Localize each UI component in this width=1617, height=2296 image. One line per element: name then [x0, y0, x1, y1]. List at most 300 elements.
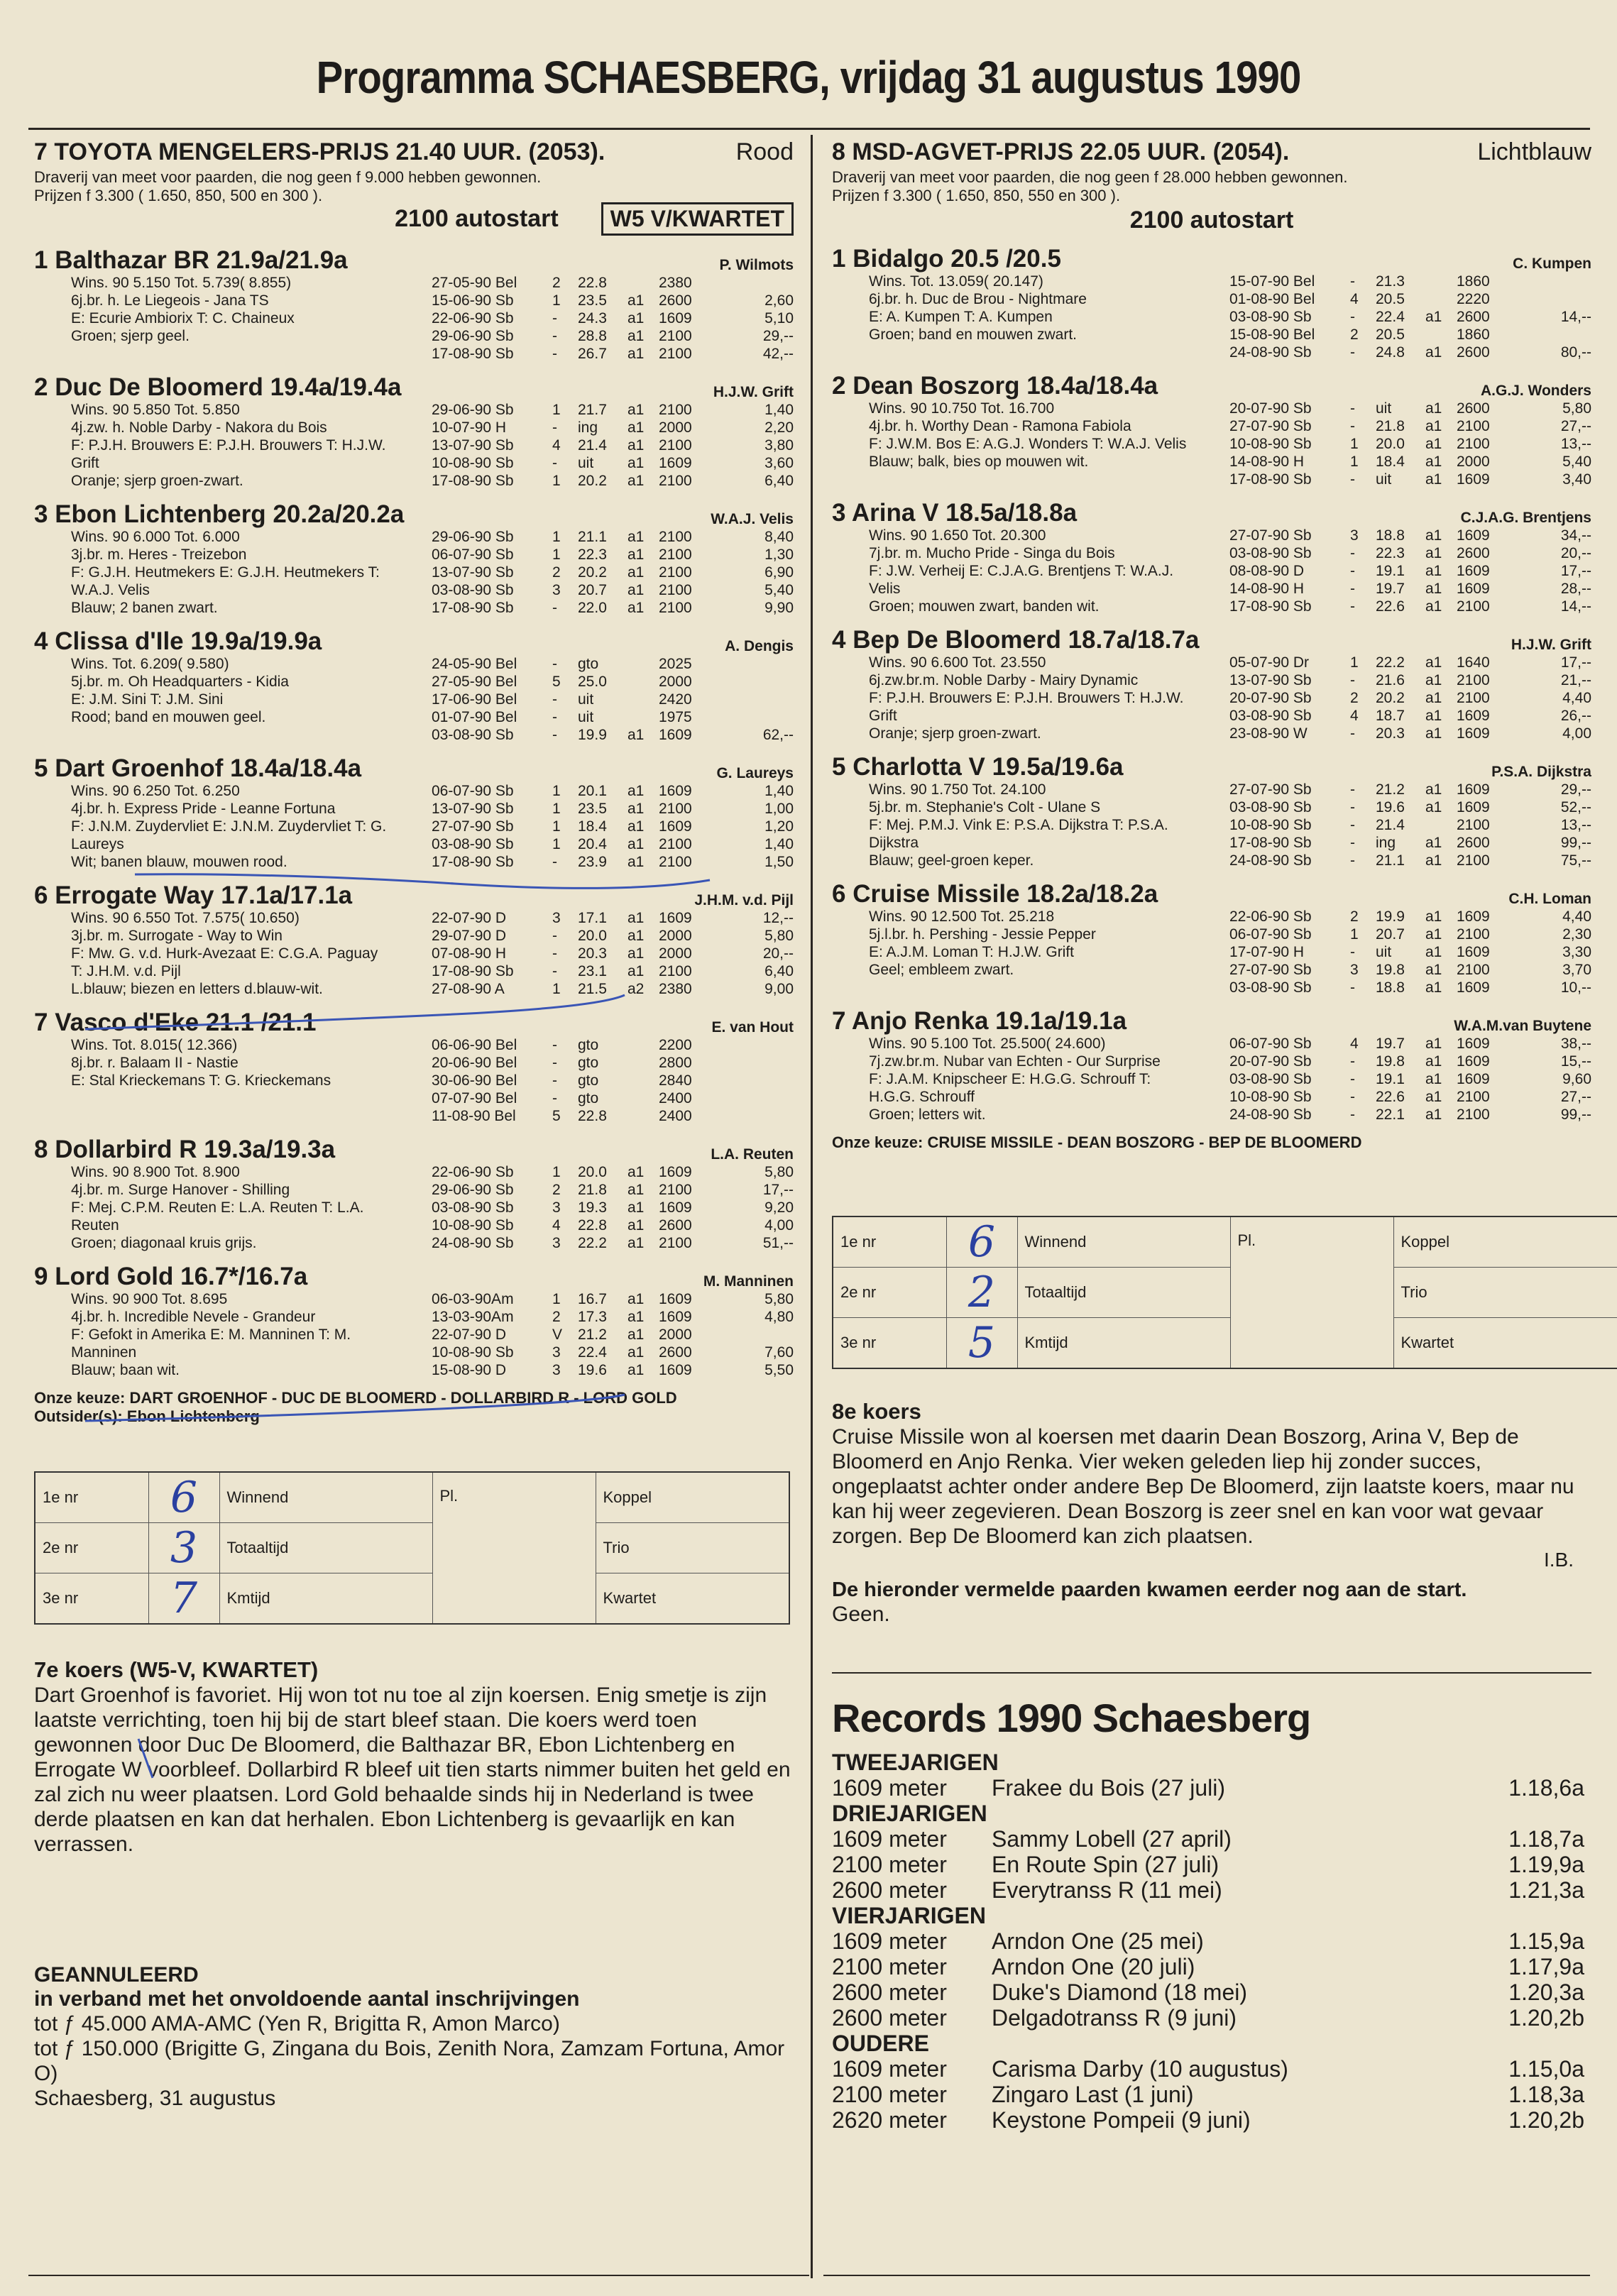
- result-cell: 17,--: [1560, 563, 1591, 579]
- place-label: 2e nr: [35, 1523, 148, 1573]
- result-cell: 1: [552, 836, 561, 852]
- cancelled-section: [34, 1963, 794, 2111]
- result-cell: 2600: [659, 292, 692, 309]
- horse-header: [832, 246, 1591, 273]
- result-cell: V: [552, 1326, 563, 1343]
- result-cell: a1: [627, 564, 645, 581]
- result-cell: 22-06-90 Sb: [1229, 908, 1312, 925]
- result-row: [1229, 308, 1591, 326]
- race8-horse-entry: [832, 1008, 1591, 1124]
- result-cell: -: [1350, 563, 1355, 579]
- result-cell: 1609: [659, 1199, 692, 1216]
- bet-combo: Kwartet: [1393, 1318, 1617, 1369]
- result-cell: a1: [627, 1291, 645, 1307]
- result-row: [432, 292, 794, 309]
- result-cell: 23.5: [578, 292, 607, 309]
- result-cell: 2100: [659, 801, 692, 817]
- horse-info-line: Wins. 90 5.150 Tot. 5.739( 8.855): [71, 275, 292, 291]
- horse-info-line: F: Gefokt in Amerika E: M. Manninen T: M.: [71, 1326, 351, 1343]
- horse-info-line: 4j.br. h. Worthy Dean - Ramona Fabiola: [869, 418, 1131, 434]
- result-row: [432, 274, 794, 292]
- record-cell: 1.17,9a: [1508, 1954, 1584, 1979]
- result-cell: 2420: [659, 691, 692, 708]
- horse-info-line: E: J.M. Sini T: J.M. Sini: [71, 691, 224, 708]
- result-cell: 29-06-90 Sb: [432, 1182, 514, 1198]
- race8-start-label: 2100 autostart: [1129, 207, 1294, 234]
- race8-start: [832, 207, 1591, 234]
- horse-results: [432, 655, 794, 744]
- result-cell: gto: [578, 1090, 599, 1106]
- place-label: 3e nr: [833, 1318, 946, 1369]
- race7-horse-list: [34, 247, 794, 1379]
- result-cell: 21.8: [578, 1182, 607, 1198]
- horse-header: [832, 373, 1591, 400]
- horse-info-line: Wins. 90 1.750 Tot. 24.100: [869, 781, 1046, 798]
- race8-horse-entry: [832, 627, 1591, 742]
- result-cell: 4: [552, 1217, 561, 1234]
- result-cell: 1860: [1457, 326, 1490, 343]
- result-cell: a1: [1425, 545, 1442, 561]
- result-cell: [718, 655, 794, 673]
- result-cell: 6,40: [764, 473, 794, 489]
- result-cell: 9,20: [764, 1199, 794, 1216]
- horse-header: [832, 627, 1591, 654]
- bet-type: Winnend: [1017, 1216, 1230, 1268]
- bottom-rule-left: [28, 2275, 809, 2276]
- result-cell: 22.2: [1376, 654, 1405, 671]
- result-row: [432, 800, 794, 818]
- result-cell: 1,00: [764, 801, 794, 817]
- result-cell: 1: [552, 473, 561, 489]
- record-cell: En Route Spin (27 juli): [992, 1852, 1219, 1877]
- result-cell: 19.9: [1376, 908, 1405, 925]
- result-row: [1229, 908, 1591, 925]
- bet-combo: Trio: [596, 1523, 789, 1573]
- result-cell: 4: [1350, 1036, 1359, 1052]
- result-cell: a1: [627, 910, 645, 926]
- bet-type: Kmtijd: [219, 1573, 432, 1625]
- result-cell: [1425, 326, 1457, 344]
- result-cell: 62,--: [762, 727, 794, 743]
- result-cell: 2,20: [764, 419, 794, 436]
- horse-info: [832, 781, 1229, 869]
- result-row: [1229, 527, 1591, 544]
- result-cell: 14,--: [1560, 309, 1591, 325]
- bet-combo: Trio: [1393, 1268, 1617, 1318]
- result-cell: 20.0: [1376, 436, 1405, 452]
- result-row: [432, 980, 794, 998]
- result-cell: a1: [1425, 1106, 1442, 1123]
- race7-horse-entry: [34, 755, 794, 871]
- result-cell: 03-08-90 Sb: [432, 727, 514, 743]
- result-row: [432, 1361, 794, 1379]
- result-cell: -: [1350, 581, 1355, 597]
- horse-info-line: F: P.J.H. Brouwers E: P.J.H. Brouwers T: H.J.W.: [869, 690, 1184, 706]
- result-row: [432, 1107, 794, 1125]
- horse-info-line: Groen; band en mouwen zwart.: [869, 326, 1077, 343]
- result-cell: 9,90: [764, 600, 794, 616]
- horse-header: [34, 882, 794, 909]
- horse-results: [1229, 527, 1591, 615]
- record-cell: 1.20,2b: [1508, 2005, 1584, 2031]
- result-cell: 10-08-90 Sb: [1229, 817, 1312, 833]
- result-row: [432, 782, 794, 800]
- result-cell: 22.4: [1376, 309, 1405, 325]
- result-row: [1229, 961, 1591, 979]
- result-cell: 3: [552, 1199, 561, 1216]
- result-cell: 17-08-90 Sb: [1229, 598, 1312, 615]
- race7-column: [34, 138, 794, 2111]
- result-cell: a1: [1425, 400, 1442, 417]
- result-cell: gto: [578, 656, 599, 672]
- result-cell: uit: [578, 455, 594, 471]
- horse-body: [832, 400, 1591, 488]
- horse-info-line: F: Mej. C.P.M. Reuten E: L.A. Reuten T: L.A.: [71, 1199, 364, 1216]
- result-cell: 17-08-90 Sb: [432, 600, 514, 616]
- horse-info-line: 4j.br. h. Express Pride - Leanne Fortuna: [71, 801, 336, 817]
- horse-info-line: Manninen: [71, 1344, 137, 1361]
- result-cell: 42,--: [762, 346, 794, 362]
- result-cell: a1: [1425, 654, 1442, 671]
- horse-body: [34, 655, 794, 744]
- result-cell: 03-08-90 Sb: [1229, 979, 1312, 996]
- result-cell: 4,40: [1562, 908, 1591, 925]
- result-cell: uit: [1376, 471, 1392, 488]
- result-cell: 13-07-90 Sb: [432, 564, 514, 581]
- race7-start-label: 2100 autostart: [395, 205, 559, 232]
- result-cell: ing: [578, 419, 598, 436]
- result-cell: a1: [1425, 418, 1442, 434]
- result-cell: 1: [552, 1164, 561, 1180]
- result-cell: -: [1350, 979, 1355, 996]
- horse-trainer: H.J.W. Grift: [713, 384, 794, 400]
- result-cell: 20-07-90 Sb: [1229, 690, 1312, 706]
- result-row: [432, 1054, 794, 1072]
- result-cell: 24-05-90 Bel: [432, 656, 517, 672]
- horse-info-line: Oranje; sjerp groen-zwart.: [869, 725, 1041, 742]
- result-cell: 2100: [659, 546, 692, 563]
- result-cell: -: [552, 346, 557, 362]
- race7-outsider-text: Outsider(s): Ebon Lichtenberg: [34, 1407, 260, 1425]
- result-cell: 20-06-90 Bel: [432, 1055, 517, 1071]
- result-cell: [627, 1107, 659, 1125]
- records-table: [832, 1750, 1584, 2133]
- result-cell: 2100: [1457, 852, 1490, 869]
- horse-info-line: Wit; banen blauw, mouwen rood.: [71, 854, 287, 870]
- result-cell: uit: [578, 691, 594, 708]
- result-cell: 2000: [659, 1326, 692, 1343]
- result-cell: 3: [552, 1344, 561, 1361]
- result-cell: 19.7: [1376, 1036, 1405, 1052]
- result-cell: 19.8: [1376, 962, 1405, 978]
- record-cell: 2100 meter: [832, 1954, 947, 1979]
- horse-body: [34, 909, 794, 998]
- result-cell: [718, 673, 794, 691]
- result-row: [1229, 1053, 1591, 1070]
- result-cell: 2100: [659, 836, 692, 852]
- horse-info-line: Groen; mouwen zwart, banden wit.: [869, 598, 1100, 615]
- result-cell: 6,40: [764, 963, 794, 979]
- race8-column: [832, 138, 1617, 2133]
- result-cell: 6,90: [764, 564, 794, 581]
- horse-header: [832, 881, 1591, 908]
- result-cell: [627, 673, 659, 691]
- record-cell: 1.18,3a: [1508, 2082, 1584, 2107]
- result-cell: 2: [552, 275, 561, 291]
- horse-info-line: F: J.A.M. Knipscheer E: H.G.G. Schrouff T:: [869, 1071, 1151, 1087]
- result-cell: 24-08-90 Sb: [1229, 852, 1312, 869]
- result-cell: 19.1: [1376, 563, 1405, 579]
- result-cell: 27-08-90 A: [432, 981, 505, 997]
- horse-info-line: Rood; band en mouwen geel.: [71, 709, 266, 725]
- record-cell: 2600 meter: [832, 1877, 947, 1903]
- horse-info-line: Blauw; geel-groen keper.: [869, 852, 1034, 869]
- result-cell: a1: [627, 437, 645, 454]
- result-cell: 3,70: [1562, 962, 1591, 978]
- result-cell: a1: [627, 1235, 645, 1251]
- horse-name: 1 Bidalgo 20.5 /20.5: [832, 245, 1061, 273]
- result-cell: 3,80: [764, 437, 794, 454]
- result-cell: 2100: [1457, 817, 1490, 833]
- result-row: [432, 708, 794, 726]
- result-cell: 19.8: [1376, 1053, 1405, 1070]
- horse-info-line: Wins. 90 900 Tot. 8.695: [71, 1291, 228, 1307]
- record-cell: 1609 meter: [832, 1775, 947, 1801]
- result-cell: 1,50: [764, 854, 794, 870]
- result-cell: a1: [627, 854, 645, 870]
- handwritten-number: 6: [946, 1216, 1017, 1268]
- result-cell: 2100: [1457, 1089, 1490, 1105]
- result-row: [432, 1163, 794, 1181]
- result-row: [432, 1181, 794, 1199]
- result-cell: 21.5: [578, 981, 607, 997]
- horse-info-line: Wins. 90 12.500 Tot. 25.218: [869, 908, 1055, 925]
- race8-cond-line: Draverij van meet voor paarden, die nog geen f 28.000 hebben gewonnen.: [832, 168, 1348, 186]
- prediction-row: [35, 1573, 789, 1625]
- result-cell: 2200: [659, 1037, 692, 1053]
- result-cell: 1609: [1457, 563, 1490, 579]
- result-cell: -: [1350, 944, 1355, 960]
- result-cell: a1: [627, 801, 645, 817]
- horse-results: [1229, 654, 1591, 742]
- result-cell: 20.5: [1376, 326, 1405, 343]
- handwritten-number: 2: [946, 1268, 1017, 1318]
- result-cell: a1: [1425, 690, 1442, 706]
- result-cell: 1,40: [764, 836, 794, 852]
- horse-header: [34, 501, 794, 528]
- race7-prediction-table: [34, 1471, 790, 1625]
- result-row: [1229, 453, 1591, 471]
- horse-trainer: W.A.J. Velis: [711, 511, 794, 527]
- horse-info: [832, 273, 1229, 361]
- result-cell: -: [1350, 1106, 1355, 1123]
- result-row: [432, 327, 794, 345]
- horse-body: [34, 1163, 794, 1252]
- horse-info-line: F: Mej. P.M.J. Vink E: P.S.A. Dijkstra T: P.S.A.: [869, 817, 1168, 833]
- record-cell: 2100 meter: [832, 2082, 947, 2107]
- horse-info: [34, 1290, 432, 1379]
- prediction-row: [833, 1268, 1617, 1318]
- record-row: [832, 2005, 1584, 2031]
- race7-horse-entry: [34, 1136, 794, 1252]
- result-cell: 1640: [1457, 654, 1490, 671]
- horse-body: [34, 1036, 794, 1125]
- result-cell: 08-08-90 D: [1229, 563, 1305, 579]
- result-cell: 1609: [1457, 799, 1490, 815]
- result-cell: 4,40: [1562, 690, 1591, 706]
- horse-results: [432, 1290, 794, 1379]
- horse-header: [34, 247, 794, 274]
- race7-start: [34, 202, 794, 236]
- result-cell: 2: [552, 564, 561, 581]
- result-cell: 27-05-90 Bel: [432, 674, 517, 690]
- horse-info-line: 5j.br. m. Stephanie's Colt - Ulane S: [869, 799, 1101, 815]
- horse-info-line: F: J.W. Verheij E: C.J.A.G. Brentjens T: W.A.J.: [869, 563, 1174, 579]
- result-cell: a1: [627, 328, 645, 344]
- horse-name: 7 Anjo Renka 19.1a/19.1a: [832, 1007, 1127, 1035]
- horse-info: [832, 527, 1229, 615]
- horse-name: 1 Balthazar BR 21.9a/21.9a: [34, 246, 348, 274]
- result-cell: a1: [1425, 1089, 1442, 1105]
- result-cell: a1: [1425, 708, 1442, 724]
- result-cell: 01-08-90 Bel: [1229, 291, 1315, 307]
- horse-info-line: Dijkstra: [869, 835, 919, 851]
- bet-type: Kmtijd: [1017, 1318, 1230, 1369]
- result-cell: 20.7: [1376, 926, 1405, 943]
- result-cell: [718, 1089, 794, 1107]
- result-cell: a1: [627, 582, 645, 598]
- result-row: [432, 1290, 794, 1308]
- race7-bet-box: W5 V/KWARTET: [601, 202, 794, 236]
- horse-header: [34, 1009, 794, 1036]
- record-row: [832, 1877, 1584, 1903]
- result-row: [1229, 979, 1591, 996]
- result-cell: 1609: [659, 783, 692, 799]
- result-cell: 06-03-90Am: [432, 1291, 514, 1307]
- result-cell: 1609: [1457, 1071, 1490, 1087]
- result-cell: 13-03-90Am: [432, 1309, 514, 1325]
- horse-name: 4 Bep De Bloomerd 18.7a/18.7a: [832, 626, 1200, 654]
- horse-header: [34, 1136, 794, 1163]
- prediction-row: [35, 1523, 789, 1573]
- result-cell: 5,80: [764, 928, 794, 944]
- result-cell: 19.1: [1376, 1071, 1405, 1087]
- result-cell: 38,--: [1560, 1036, 1591, 1052]
- horse-info-line: Wins. 90 10.750 Tot. 16.700: [869, 400, 1055, 417]
- result-cell: 4: [552, 437, 561, 454]
- result-cell: 28,--: [1560, 581, 1591, 597]
- horse-info: [34, 782, 432, 871]
- race8-commentary-heading: 8e koers: [832, 1399, 921, 1424]
- result-cell: 3: [552, 910, 561, 926]
- result-cell: 03-08-90 Sb: [1229, 1071, 1312, 1087]
- record-cell: 1.15,0a: [1508, 2056, 1584, 2082]
- result-cell: -: [1350, 1089, 1355, 1105]
- result-cell: a1: [1425, 962, 1442, 978]
- records-category: DRIEJARIGEN: [832, 1801, 987, 1826]
- horse-results: [432, 1163, 794, 1252]
- horse-trainer: A.G.J. Wonders: [1481, 383, 1591, 399]
- result-cell: -: [1350, 1071, 1355, 1087]
- result-cell: 2600: [659, 1344, 692, 1361]
- result-cell: 2380: [659, 981, 692, 997]
- records-title: Records 1990 Schaesberg: [832, 1696, 1311, 1740]
- result-cell: 1609: [659, 818, 692, 835]
- bet-combo: Koppel: [596, 1472, 789, 1523]
- race8-cond-line: Prijzen f 3.300 ( 1.650, 850, 550 en 300 ).: [832, 187, 1121, 204]
- result-cell: -: [552, 963, 557, 979]
- record-row: [832, 1928, 1584, 1954]
- result-cell: 03-08-90 Sb: [1229, 309, 1312, 325]
- horse-results: [1229, 1035, 1591, 1124]
- horse-info-line: 3j.br. m. Heres - Treizebon: [71, 546, 247, 563]
- result-cell: 5,50: [764, 1362, 794, 1378]
- result-cell: 2100: [1457, 418, 1490, 434]
- result-cell: 3,40: [1562, 471, 1591, 488]
- result-row: [432, 528, 794, 546]
- result-cell: 15-08-90 Bel: [1229, 326, 1315, 343]
- result-cell: 2,30: [1562, 926, 1591, 943]
- result-cell: 17.3: [578, 1309, 607, 1325]
- result-cell: -: [552, 328, 557, 344]
- result-cell: 2800: [659, 1055, 692, 1071]
- result-cell: 1609: [1457, 781, 1490, 798]
- result-cell: [627, 1072, 659, 1089]
- result-cell: a1: [627, 600, 645, 616]
- horse-info-line: Wins. 90 6.000 Tot. 6.000: [71, 529, 240, 545]
- race8-header: [832, 138, 1591, 165]
- result-cell: uit: [1376, 400, 1392, 417]
- result-cell: 2100: [1457, 690, 1490, 706]
- horse-info: [832, 400, 1229, 488]
- record-cell: 1.21,3a: [1508, 1877, 1584, 1903]
- result-cell: 3: [1350, 962, 1359, 978]
- result-cell: 18.4: [1376, 454, 1405, 470]
- result-cell: a1: [1425, 471, 1442, 488]
- horse-info-line: Groen; letters wit.: [869, 1106, 986, 1123]
- result-cell: gto: [578, 1037, 599, 1053]
- pl-label: Pl.: [1230, 1216, 1393, 1368]
- result-cell: 2: [1350, 690, 1359, 706]
- horse-info-line: Wins. 90 6.250 Tot. 6.250: [71, 783, 240, 799]
- result-cell: 27-07-90 Sb: [1229, 527, 1312, 544]
- result-cell: 03-08-90 Sb: [1229, 708, 1312, 724]
- result-cell: 26.7: [578, 346, 607, 362]
- result-row: [1229, 943, 1591, 961]
- result-cell: 7,60: [764, 1344, 794, 1361]
- horse-body: [832, 908, 1591, 996]
- result-cell: 23-08-90 W: [1229, 725, 1308, 742]
- result-cell: a1: [627, 1217, 645, 1234]
- horse-info: [832, 1035, 1229, 1124]
- result-cell: -: [1350, 835, 1355, 851]
- result-cell: [718, 708, 794, 726]
- result-cell: [1516, 273, 1591, 290]
- horse-info-line: L.blauw; biezen en letters d.blauw-wit.: [71, 981, 323, 997]
- prediction-row: [833, 1318, 1617, 1369]
- record-cell: Delgadotranss R (9 juni): [992, 2005, 1237, 2031]
- result-cell: 22.3: [1376, 545, 1405, 561]
- result-cell: 5: [552, 1108, 561, 1124]
- handwritten-number: 7: [148, 1573, 219, 1625]
- result-cell: a1: [627, 818, 645, 835]
- race7-color: Rood: [735, 138, 794, 165]
- horse-info-line: Blauw; baan wit.: [71, 1362, 180, 1378]
- result-cell: 19.9: [578, 727, 607, 743]
- result-cell: 1609: [659, 1309, 692, 1325]
- result-cell: 5,40: [764, 582, 794, 598]
- horse-trainer: M. Manninen: [703, 1273, 794, 1290]
